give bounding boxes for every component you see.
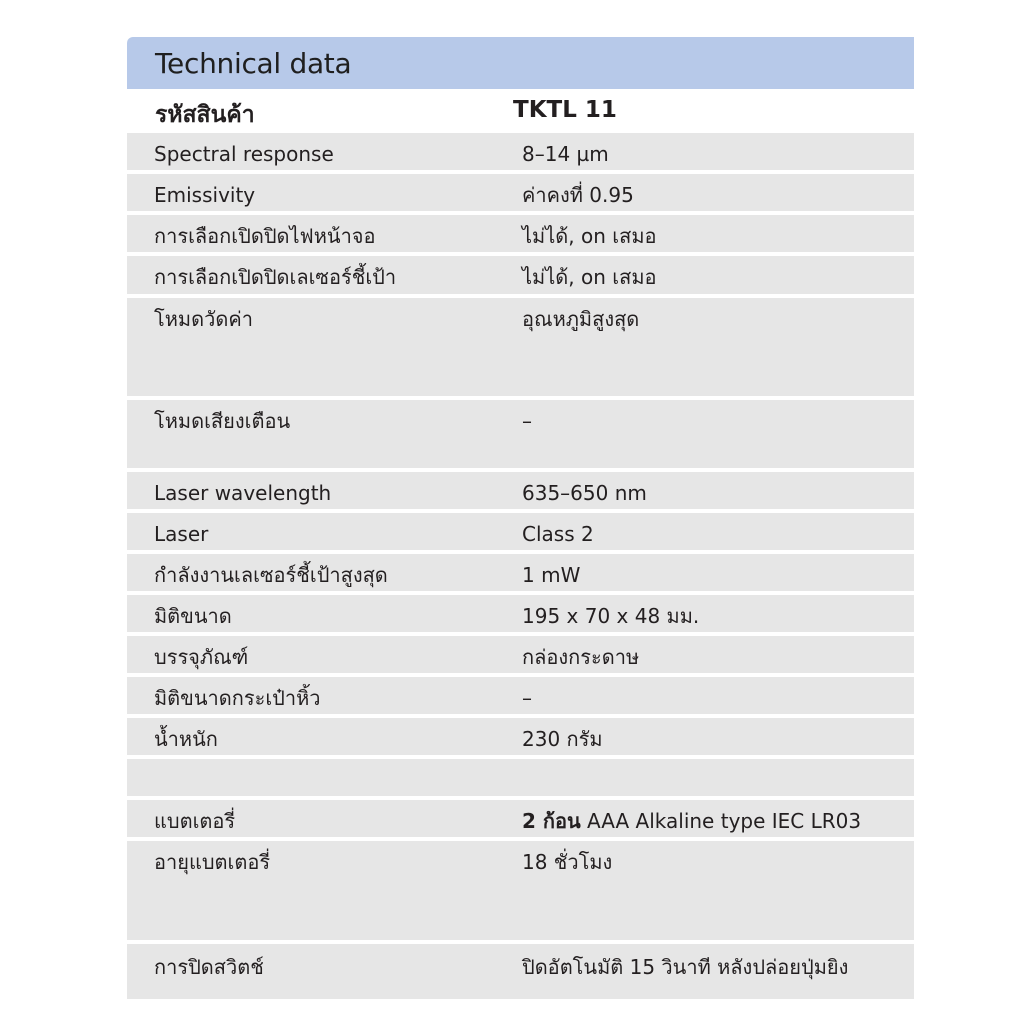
spec-value: 18 ชั่วโมง	[522, 850, 613, 874]
spec-value: ปิดอัตโนมัติ 15 วินาที หลังปล่อยปุ่มยิง	[522, 955, 849, 979]
product-code-value: TKTL 11	[513, 97, 617, 123]
battery-type: AAA Alkaline type IEC LR03	[580, 809, 862, 833]
spec-value: อุณหภูมิสูงสุด	[522, 307, 640, 331]
spec-row	[127, 595, 914, 632]
spec-label: น้ำหนัก	[154, 727, 218, 751]
spec-value: ไม่ได้, on เสมอ	[522, 224, 657, 248]
spec-value: Class 2	[522, 522, 594, 546]
section-header	[127, 37, 914, 89]
section-title: Technical data	[155, 46, 352, 80]
spec-row	[127, 677, 914, 714]
spec-label: มิติขนาด	[154, 604, 232, 628]
spec-row	[127, 841, 914, 940]
spec-label: Emissivity	[154, 183, 256, 207]
spec-row-empty	[127, 759, 914, 796]
spec-row	[127, 298, 914, 396]
spec-label: มิติขนาดกระเป๋าหิ้ว	[154, 686, 321, 710]
spec-row	[127, 400, 914, 468]
battery-count: 2 ก้อน	[522, 809, 581, 833]
spec-value	[522, 809, 861, 833]
technical-data-sheet	[127, 37, 914, 999]
spec-value: 8–14 µm	[522, 142, 609, 166]
spec-label: แบตเตอรี่	[154, 809, 236, 833]
spec-label: การเลือกเปิดปิดไฟหน้าจอ	[154, 224, 376, 248]
spec-row	[127, 215, 914, 252]
spec-row	[127, 256, 914, 294]
spec-label: กำลังงานเลเซอร์ชี้เป้าสูงสุด	[154, 563, 388, 587]
spec-label: โหมดวัดค่า	[154, 307, 253, 331]
spec-row	[127, 174, 914, 211]
spec-row	[127, 554, 914, 591]
spec-value: กล่องกระดาษ	[522, 645, 640, 669]
product-code-row	[127, 89, 914, 133]
spec-row	[127, 636, 914, 673]
spec-label: Laser	[154, 522, 209, 546]
spec-table	[127, 133, 914, 999]
spec-label: Laser wavelength	[154, 481, 332, 505]
spec-label: Spectral response	[154, 142, 334, 166]
spec-value: 635–650 nm	[522, 481, 647, 505]
spec-label: บรรจุภัณฑ์	[154, 645, 249, 669]
spec-value: –	[522, 686, 532, 710]
spec-value: 195 x 70 x 48 มม.	[522, 604, 700, 628]
spec-value: ค่าคงที่ 0.95	[522, 183, 634, 207]
spec-row	[127, 513, 914, 550]
spec-label: อายุแบตเตอรี่	[154, 850, 271, 874]
spec-row	[127, 472, 914, 509]
spec-label: การเลือกเปิดปิดเลเซอร์ชี้เป้า	[154, 265, 397, 289]
spec-value: 1 mW	[522, 563, 581, 587]
spec-row	[127, 133, 914, 170]
product-code-label: รหัสสินค้า	[155, 102, 255, 128]
spec-row	[127, 718, 914, 755]
spec-label: โหมดเสียงเตือน	[154, 409, 291, 433]
spec-value: –	[522, 409, 532, 433]
spec-value: ไม่ได้, on เสมอ	[522, 265, 657, 289]
spec-row	[127, 800, 914, 837]
spec-value: 230 กรัม	[522, 727, 603, 751]
spec-label: การปิดสวิตช์	[154, 955, 264, 979]
spec-row	[127, 944, 914, 999]
